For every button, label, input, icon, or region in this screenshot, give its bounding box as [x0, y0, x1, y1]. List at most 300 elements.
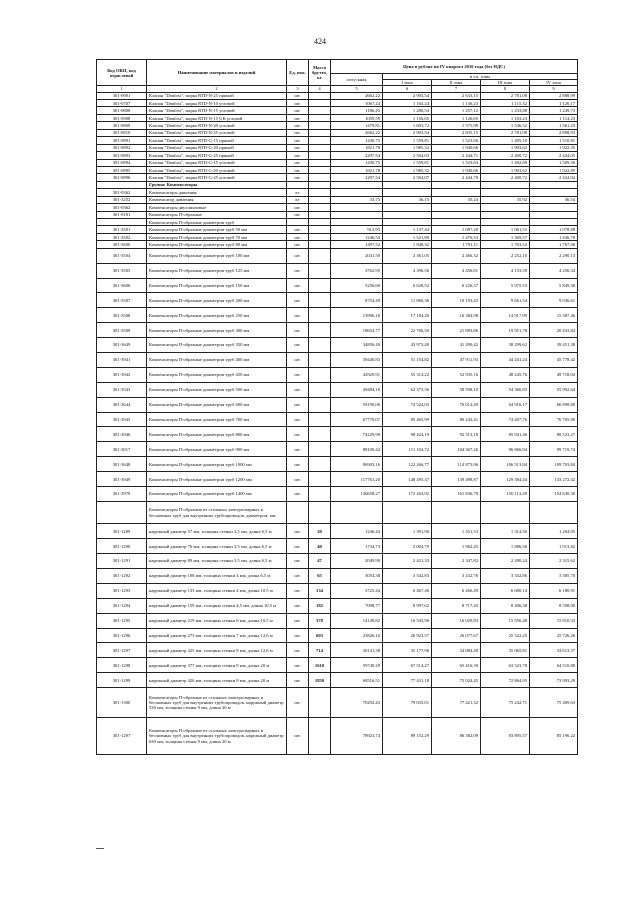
table-row [97, 159, 578, 166]
table-row [97, 107, 578, 114]
row-price-zone-3: 2 400,72 [481, 174, 530, 181]
row-price-zone-2 [432, 204, 481, 211]
row-price-wholesale: 1479,81 [331, 122, 383, 129]
row-code: 301-1291 [97, 554, 147, 569]
row-price-wholesale: 33,75 [331, 196, 383, 203]
row-price-zone-4: 9 936,61 [530, 293, 578, 308]
row-price-zone-1: 74 524,03 [383, 397, 432, 412]
header-zone: III зона [481, 80, 530, 86]
row-mass [309, 144, 331, 151]
row-unit: шт. [287, 457, 309, 472]
row-price-zone-4: 109 703,84 [530, 457, 578, 472]
row-mass [309, 204, 331, 211]
row-price-zone-1: 79 035,01 [383, 688, 432, 718]
row-name: наружный диаметр 219 мм, толщина стенки 6 мм, длина 10,5 м [147, 613, 287, 628]
row-code: 301-3979 [97, 487, 147, 502]
row-mass [309, 159, 331, 166]
row-unit: шт. [287, 92, 309, 99]
row-code: 301-0901 [97, 92, 147, 99]
row-price-zone-3: 54 366,83 [481, 382, 530, 397]
row-price-zone-1: 1 156,65 [383, 114, 432, 121]
row-unit: шт. [287, 226, 309, 233]
row-price-zone-4 [530, 189, 578, 196]
row-price-wholesale [331, 211, 383, 218]
row-name: Компенсаторы П-образные диаметром труб 250 мм [147, 308, 287, 323]
row-unit: шт. [287, 338, 309, 353]
row-price-zone-3: 6 080,14 [481, 583, 530, 598]
row-code: 301-1290 [97, 539, 147, 554]
row-price-zone-1: 111 104,72 [383, 442, 432, 457]
row-code: 301-1300 [97, 688, 147, 718]
row-unit: шт. [287, 427, 309, 442]
row-price-zone-1: 2 504,03 [383, 152, 432, 159]
row-price-zone-2: 2 835,15 [432, 129, 481, 136]
row-price-zone-3: 2 252,10 [481, 248, 530, 263]
price-table [96, 59, 578, 755]
row-price-zone-4: 1 509,56 [530, 159, 578, 166]
row-price-zone-2: 21 883,86 [432, 323, 481, 338]
row-price-zone-1: 17 184,20 [383, 308, 432, 323]
row-mass [309, 196, 331, 203]
row-unit: шт. [287, 583, 309, 598]
row-price-zone-1: 2 903,54 [383, 92, 432, 99]
row-name: Компенсаторы П-образные диаметром труб 200 мм [147, 293, 287, 308]
row-unit: шт. [287, 658, 309, 673]
table-row [97, 144, 578, 151]
table-row [97, 181, 578, 188]
table-row [97, 501, 578, 523]
row-code [97, 501, 147, 523]
row-name: Компенсаторы П-образные диаметром труб 300 мм [147, 323, 287, 338]
row-price-zone-3: 1 369,57 [481, 233, 530, 240]
row-price-zone-4 [530, 211, 578, 218]
row-price-zone-2: 80 243,41 [432, 412, 481, 427]
row-price-zone-4: 1 913,82 [530, 539, 578, 554]
row-mass [309, 233, 331, 240]
row-code: 301-1298 [97, 658, 147, 673]
row-mass: 47 [309, 554, 331, 569]
row-mass [309, 226, 331, 233]
row-price-zone-1: 2 361,05 [383, 248, 432, 263]
row-code: 301-0895 [97, 166, 147, 173]
row-code: 301-3644 [97, 397, 147, 412]
row-price-wholesale: 1821,78 [331, 166, 383, 173]
row-name: Компенсаторы П-образные диаметром труб 900 мм [147, 442, 287, 457]
row-mass [309, 412, 331, 427]
row-price-zone-1: 1 391,90 [383, 524, 432, 539]
row-price-zone-3: 8 406,38 [481, 598, 530, 613]
row-price-wholesale: 912,93 [331, 226, 383, 233]
row-price-wholesale: 1059,59 [331, 114, 383, 121]
row-price-zone-4: 4 256,34 [530, 263, 578, 278]
table-row [97, 114, 578, 121]
row-price-wholesale: 39446,83 [331, 353, 383, 368]
row-mass: 1850 [309, 673, 331, 688]
row-price-zone-1: 1 521,89 [383, 233, 432, 240]
row-price-zone-1: 172 263,92 [383, 487, 432, 502]
row-price-zone-4: 20 433,84 [530, 323, 578, 338]
row-price-zone-4: 64 510,88 [530, 658, 578, 673]
row-mass [309, 152, 331, 159]
row-code: 301-3509 [97, 323, 147, 338]
row-code: 301-1289 [97, 524, 147, 539]
row-price-wholesale: 1821,78 [331, 144, 383, 151]
row-price-zone-4: 75 409,63 [530, 688, 578, 718]
row-name: Компенсаторы П-образные диаметром труб 800 мм [147, 427, 287, 442]
row-price-zone-1: 1 559,81 [383, 137, 432, 144]
row-mass [309, 100, 331, 107]
row-price-zone-3: 1 314,56 [481, 524, 530, 539]
row-unit: шт. [287, 598, 309, 613]
row-price-wholesale: 1067,24 [331, 100, 383, 107]
table-row [97, 367, 578, 382]
header-zone: II зона [432, 80, 481, 86]
row-price-zone-3: 1 903,62 [481, 166, 530, 173]
row-price-wholesale: 2297,54 [331, 174, 383, 181]
row-name: Компенсаторы П-образные диаметром труб 80 мм [147, 241, 287, 248]
row-mass [309, 189, 331, 196]
table-row [97, 241, 578, 248]
row-price-zone-1: 36,15 [383, 196, 432, 203]
row-price-zone-1: 11 866,36 [383, 293, 432, 308]
row-price-zone-2: 1 940,66 [432, 166, 481, 173]
row-price-zone-2 [432, 181, 481, 188]
row-price-zone-3: 72 864,95 [481, 673, 530, 688]
row-name: Компенсаторы П-образные диаметром труб 1200 мм [147, 472, 287, 487]
row-name: Компенсаторы П-образные диаметром труб 100 мм [147, 248, 287, 263]
row-price-zone-3 [481, 189, 530, 196]
row-price-wholesale: 18654,77 [331, 323, 383, 338]
row-name: Компенсаторы П-образные диаметром труб 450 мм [147, 367, 287, 382]
row-unit: шт. [287, 568, 309, 583]
row-price-zone-2: 2 466,32 [432, 248, 481, 263]
row-price-zone-4: 1 114,23 [530, 114, 578, 121]
row-code: 301-3502 [97, 233, 147, 240]
row-unit: шт. [287, 717, 309, 754]
table-row [97, 92, 578, 99]
row-price-zone-3: 1 061,51 [481, 226, 530, 233]
row-unit: шт. [287, 673, 309, 688]
row-price-zone-3: 75 242,71 [481, 688, 530, 718]
table-row [97, 152, 578, 159]
row-price-zone-3: 1 903,62 [481, 144, 530, 151]
row-unit: шт. [287, 122, 309, 129]
row-price-zone-2: 104 367,26 [432, 442, 481, 457]
row-name: наружный диаметр 133 мм, толщина стенки 4 мм, длина 10,5 м [147, 583, 287, 598]
header-index: 2 [147, 86, 287, 92]
row-price-zone-2 [432, 501, 481, 523]
row-price-zone-2: 34 084,49 [432, 643, 481, 658]
row-price-zone-1: 2 504,07 [383, 174, 432, 181]
row-unit: шт. [287, 554, 309, 569]
row-price-zone-4: 2 898,93 [530, 129, 578, 136]
row-price-wholesale: 34856,49 [331, 338, 383, 353]
table-row [97, 613, 578, 628]
row-name: Компенсаторы П-образные из стальных электросварных и бесшовных труб для внутренних трубопроводов, наружный диаметр 530 мм, толщина стенки 9 мм, длина 20 м [147, 688, 287, 718]
row-price-zone-2: 41 290,42 [432, 338, 481, 353]
row-price-wholesale: 2662,22 [331, 92, 383, 99]
row-price-zone-4: 73 993,29 [530, 673, 578, 688]
row-name: Компенсаторы П-образные из стальных электросварных и бесшовных труб для внутренних трубопроводов, диаметром, мм [147, 501, 287, 523]
table-row [97, 248, 578, 263]
row-mass [309, 397, 331, 412]
row-price-zone-4: 36,54 [530, 196, 578, 203]
row-mass: 182 [309, 598, 331, 613]
row-price-wholesale: 1430,75 [331, 137, 383, 144]
row-price-zone-1: 2 903,54 [383, 129, 432, 136]
table-row [97, 166, 578, 173]
row-mass: 20 [309, 524, 331, 539]
header-zone: I зона [383, 80, 432, 86]
row-price-zone-3: 15 556,48 [481, 613, 530, 628]
row-name: Клапан "Danfoss", марка RTD-N-25 угловой [147, 129, 287, 136]
row-mass [309, 166, 331, 173]
row-code: 301-3600 [97, 241, 147, 248]
row-price-wholesale: 59190,06 [331, 397, 383, 412]
row-price-zone-2: 1 940,66 [432, 144, 481, 151]
row-price-zone-3: 150 113,49 [481, 487, 530, 502]
row-code: 301-1293 [97, 583, 147, 598]
row-price-wholesale: 70292,43 [331, 688, 383, 718]
row-price-zone-3: 2 400,72 [481, 152, 530, 159]
table-header [97, 60, 578, 93]
row-price-zone-4: 8 598,00 [530, 598, 578, 613]
row-price-zone-4: 2 424,05 [530, 152, 578, 159]
row-price-zone-3: 48 245,76 [481, 367, 530, 382]
row-price-wholesale: 136658,27 [331, 487, 383, 502]
row-unit: шт. [287, 248, 309, 263]
row-name: Компенсаторы П-образные из стальных электросварных и бесшовных труб для внутренних трубопроводов, наружный диаметр 630 мм, толщина стенки 9 мм, длина 20 м [147, 717, 287, 754]
row-name: Компенсаторы П-образные диаметром труб 500 мм [147, 382, 287, 397]
row-code: 301-1292 [97, 568, 147, 583]
row-mass [309, 293, 331, 308]
row-price-zone-3: 2 280,24 [481, 554, 530, 569]
table-row [97, 226, 578, 233]
row-price-zone-1: 89 152,29 [383, 717, 432, 754]
row-code: 301-3949 [97, 472, 147, 487]
row-code: 301-0892 [97, 144, 147, 151]
row-name: наружный диаметр 159 мм, толщина стенки 4,5 мм, длина 10,5 м [147, 598, 287, 613]
row-code: 301-0809 [97, 122, 147, 129]
row-mass [309, 263, 331, 278]
header-index: 5 [331, 86, 383, 92]
row-code: 301-1299 [97, 673, 147, 688]
row-name: наружный диаметр 89 мм, толщина стенки 3,5 мм, длина 6,5 м [147, 554, 287, 569]
row-mass: 1610 [309, 658, 331, 673]
table-row [97, 628, 578, 643]
row-unit: шт. [287, 397, 309, 412]
row-price-zone-2: 139 498,87 [432, 472, 481, 487]
row-unit: кт [287, 196, 309, 203]
row-mass [309, 717, 331, 754]
table-row [97, 174, 578, 181]
row-mass [309, 92, 331, 99]
row-unit: шт. [287, 472, 309, 487]
table-row [97, 196, 578, 203]
row-price-zone-1: 16 543,96 [383, 613, 432, 628]
row-price-zone-4: 76 705,90 [530, 412, 578, 427]
row-price-zone-4: 85 196,22 [530, 717, 578, 754]
row-price-zone-2: 8 717,45 [432, 598, 481, 613]
row-price-zone-2: 1 791,11 [432, 241, 481, 248]
row-price-wholesale: 1497,52 [331, 241, 383, 248]
row-price-zone-3 [481, 181, 530, 188]
row-name: Компенсаторы П-образные диаметром труб 350 мм [147, 338, 287, 353]
row-unit: шт. [287, 539, 309, 554]
table-row [97, 137, 578, 144]
row-name: Компенсаторы П-образные диаметром труб [147, 219, 287, 226]
row-unit: шт. [287, 114, 309, 121]
row-price-zone-2: 161 836,78 [432, 487, 481, 502]
table-row [97, 338, 578, 353]
row-price-zone-1: 62 373,36 [383, 382, 432, 397]
row-code: 301-0181 [97, 211, 147, 218]
row-price-wholesale [331, 181, 383, 188]
row-price-zone-2: 2 444,71 [432, 152, 481, 159]
row-price-wholesale: 5256,60 [331, 278, 383, 293]
row-price-zone-3: 129 384,44 [481, 472, 530, 487]
table-row [97, 457, 578, 472]
row-price-zone-3: 2 781,08 [481, 92, 530, 99]
row-mass [309, 688, 331, 718]
table-row [97, 673, 578, 688]
row-price-zone-1: 98 424,19 [383, 427, 432, 442]
header-index: 9 [530, 86, 578, 92]
row-price-zone-3: 35 065,81 [481, 643, 530, 658]
row-mass [309, 308, 331, 323]
row-price-wholesale: 2049,90 [331, 554, 383, 569]
row-price-wholesale: 30141,38 [331, 643, 383, 658]
page-mark [96, 848, 104, 849]
row-name: Клапан "Danfoss", марка RTD-N-25 прямой [147, 92, 287, 99]
row-price-zone-4: 2 290,13 [530, 248, 578, 263]
table-row [97, 129, 578, 136]
row-price-zone-3: 1 115,32 [481, 100, 530, 107]
row-price-zone-2: 1 962,45 [432, 539, 481, 554]
row-price-zone-1: 1 985,32 [383, 144, 432, 151]
row-unit: шт. [287, 144, 309, 151]
row-unit: шт. [287, 129, 309, 136]
row-mass [309, 442, 331, 457]
header-mass: Масса брутто, кг [309, 60, 331, 86]
header-index: 1 [97, 86, 147, 92]
row-name: наружный диаметр 325 мм, толщина стенки 8 мм, длина 12,6 м [147, 643, 287, 658]
row-name: Клапан "Danfoss", марка RTD-N-15 угловой [147, 107, 287, 114]
row-price-zone-4: 55 992,64 [530, 382, 578, 397]
table-row [97, 688, 578, 718]
row-price-zone-1: 35 177,96 [383, 643, 432, 658]
row-mass [309, 174, 331, 181]
row-price-wholesale: 2041,50 [331, 248, 383, 263]
row-price-zone-3: 74 407,76 [481, 412, 530, 427]
row-code [97, 219, 147, 226]
row-mass [309, 427, 331, 442]
row-price-wholesale: 5725,44 [331, 583, 383, 598]
header-code: Код ОКП, код отраслевой [97, 60, 147, 86]
row-price-zone-2: 75 024,45 [432, 673, 481, 688]
row-unit: шт. [287, 487, 309, 502]
row-unit: шт. [287, 233, 309, 240]
row-price-wholesale [331, 204, 383, 211]
row-name: Компенсаторы П-образные диаметром труб 1400 мм [147, 487, 287, 502]
row-mass [309, 487, 331, 502]
row-unit: шт. [287, 211, 309, 218]
row-name: Клапан "Danfoss", марка RTD-G-15 прямой [147, 137, 287, 144]
row-name: наружный диаметр 76 мм, толщина стенки 3,5 мм, длина 6,5 м [147, 539, 287, 554]
row-code: 301-3017 [97, 442, 147, 457]
row-name: Компенсаторы П-образные [147, 211, 287, 218]
header-price-title: Цена в рублях на IV квартал 2016 года (без НДС) [331, 60, 578, 74]
row-price-zone-2: 2 633,15 [432, 92, 481, 99]
row-price-zone-4: 15 810,33 [530, 613, 578, 628]
row-price-zone-2: 1 575,99 [432, 122, 481, 129]
row-code: 301-0808 [97, 107, 147, 114]
row-unit [287, 181, 309, 188]
row-price-zone-3: 1 763,52 [481, 241, 530, 248]
row-price-zone-4: 1 078,88 [530, 226, 578, 233]
row-price-zone-3: 19 951,78 [481, 323, 530, 338]
row-price-zone-1: 1 137,44 [383, 226, 432, 233]
row-price-zone-4: 1 922,35 [530, 144, 578, 151]
table-row [97, 427, 578, 442]
header-index: 4 [309, 86, 331, 92]
header-zones: в т.ч. зоны [383, 74, 578, 80]
row-mass: 134 [309, 583, 331, 598]
row-price-wholesale: 3054,38 [331, 568, 383, 583]
row-name: Клапан "Danfoss", марка RTD-N-20 угловой [147, 122, 287, 129]
row-unit: шт. [287, 353, 309, 368]
row-unit [287, 219, 309, 226]
row-mass [309, 181, 331, 188]
row-price-zone-2: 65 416,39 [432, 658, 481, 673]
row-price-zone-1: 22 766,50 [383, 323, 432, 338]
table-row [97, 233, 578, 240]
table-row [97, 412, 578, 427]
row-price-zone-4: 2 315,62 [530, 554, 578, 569]
row-price-zone-4: 15 387,46 [530, 308, 578, 323]
row-price-zone-1: 85 465,99 [383, 412, 432, 427]
row-code: 301-1295 [97, 613, 147, 628]
row-price-zone-2: 1 476,53 [432, 233, 481, 240]
row-price-zone-2: 1 257,12 [432, 107, 481, 114]
row-price-zone-3: 44 441,24 [481, 353, 530, 368]
row-name: наружный диаметр 108 мм, толщина стенки 4 мм, длина 6,5 м [147, 568, 287, 583]
row-unit: шт. [287, 174, 309, 181]
table-row [97, 539, 578, 554]
header-index: 8 [481, 86, 530, 92]
row-price-zone-4: 45 778,42 [530, 353, 578, 368]
row-price-zone-2: 3 432,76 [432, 568, 481, 583]
row-mass [309, 129, 331, 136]
row-price-zone-4: 25 726,26 [530, 628, 578, 643]
table-row [97, 598, 578, 613]
row-code: 301-3501 [97, 226, 147, 233]
table-row [97, 308, 578, 323]
row-mass [309, 114, 331, 121]
row-unit: шт. [287, 308, 309, 323]
row-price-zone-2: 1 351,53 [432, 524, 481, 539]
row-price-zone-3: 85 941,46 [481, 427, 530, 442]
row-unit: шт. [287, 643, 309, 658]
table-row [97, 487, 578, 502]
row-unit: шт. [287, 100, 309, 107]
row-price-zone-4: 1 767,06 [530, 241, 578, 248]
row-mass [309, 248, 331, 263]
row-code: 301-3606 [97, 278, 147, 293]
row-price-zone-2: 52 935,16 [432, 367, 481, 382]
row-price-zone-3: 9 661,54 [481, 293, 530, 308]
row-code: 301-3946 [97, 427, 147, 442]
